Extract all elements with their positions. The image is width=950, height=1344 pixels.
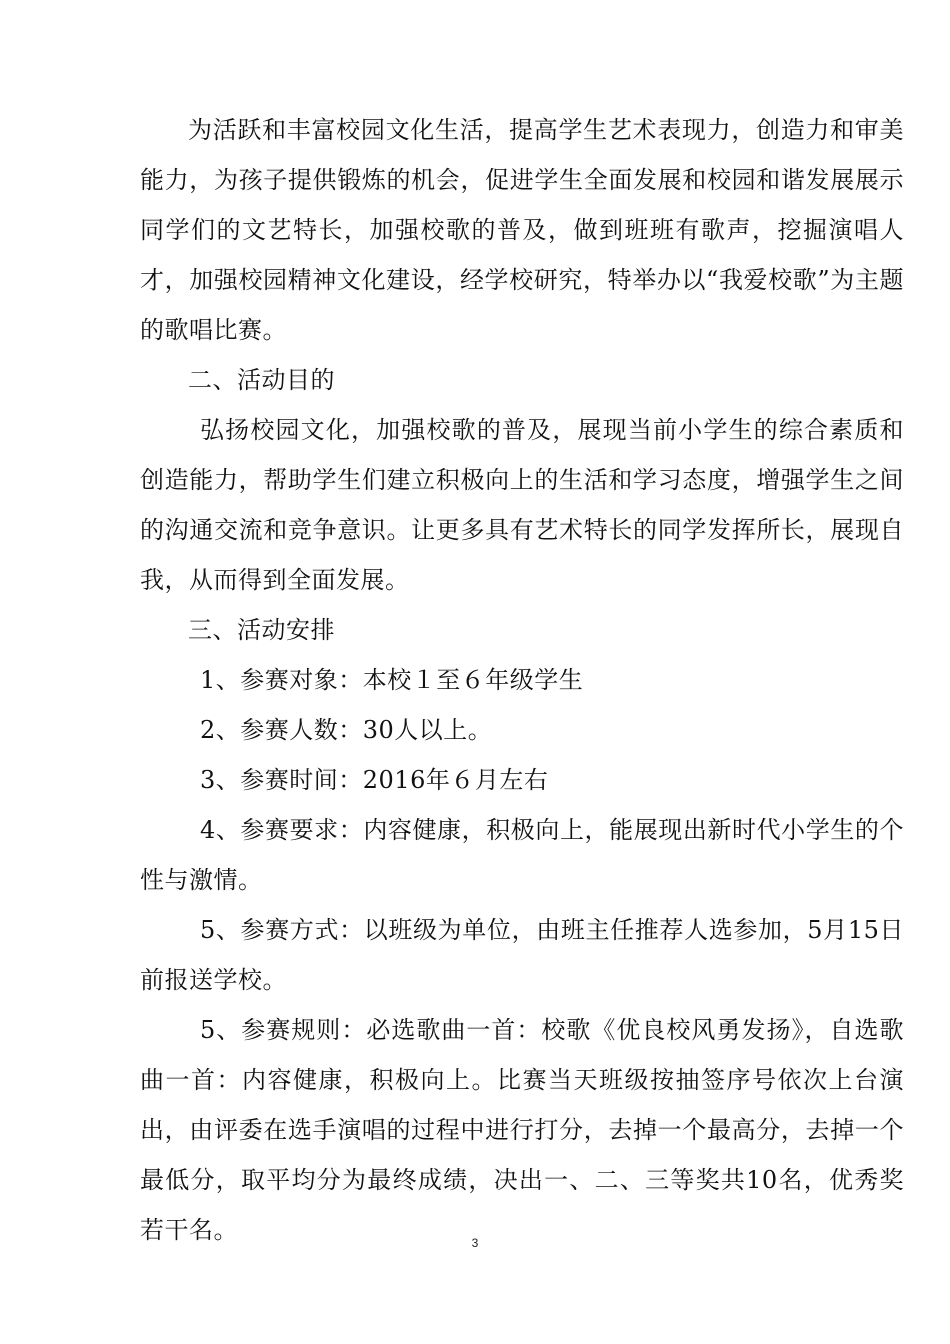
purpose-paragraph: 弘扬校园文化，加强校歌的普及，展现当前小学生的综合素质和创造能力，帮助学生们建立积极向上的生活和学习态度，增强学生之间的沟通交流和竞争意识。让更多具有艺术特长的同学发挥所长，展现自我，从而得到全面发展。 bbox=[140, 416, 904, 594]
list-item-participants: 1、参赛对象：本校１至６年级学生 bbox=[200, 666, 584, 694]
document-body bbox=[140, 105, 904, 1255]
section-heading-purpose: 二、活动目的 bbox=[188, 366, 335, 394]
list-item-time: 3、参赛时间：2016年６月左右 bbox=[200, 766, 549, 794]
page-number: 3 bbox=[471, 1236, 479, 1250]
list-item-count: 2、参赛人数：30人以上。 bbox=[200, 716, 493, 744]
intro-paragraph: 为活跃和丰富校园文化生活，提高学生艺术表现力，创造力和审美能力，为孩子提供锻炼的机会，促进学生全面发展和校园和谐发展展示同学们的文艺特长，加强校歌的普及，做到班班有歌声，挖掘演唱人才，加强校园精神文化建设，经学校研究，特举办以“我爱校歌”为主题的歌唱比赛。 bbox=[140, 116, 904, 344]
list-item-method: 5、参赛方式：以班级为单位，由班主任推荐人选参加，5月15日前报送学校。 bbox=[140, 916, 904, 994]
list-item-requirements: 4、参赛要求：内容健康，积极向上，能展现出新时代小学生的个性与激情。 bbox=[140, 816, 904, 894]
section-heading-arrangement: 三、活动安排 bbox=[188, 616, 335, 644]
list-item-rules: 5、参赛规则：必选歌曲一首：校歌《优良校风勇发扬》，自选歌曲一首：内容健康，积极向上。比赛当天班级按抽签序号依次上台演出，由评委在选手演唱的过程中进行打分，去掉一个最高分，去掉一个最低分，取平均分为最终成绩，决出一、二、三等奖共10名，优秀奖若干名。 bbox=[140, 1016, 904, 1244]
